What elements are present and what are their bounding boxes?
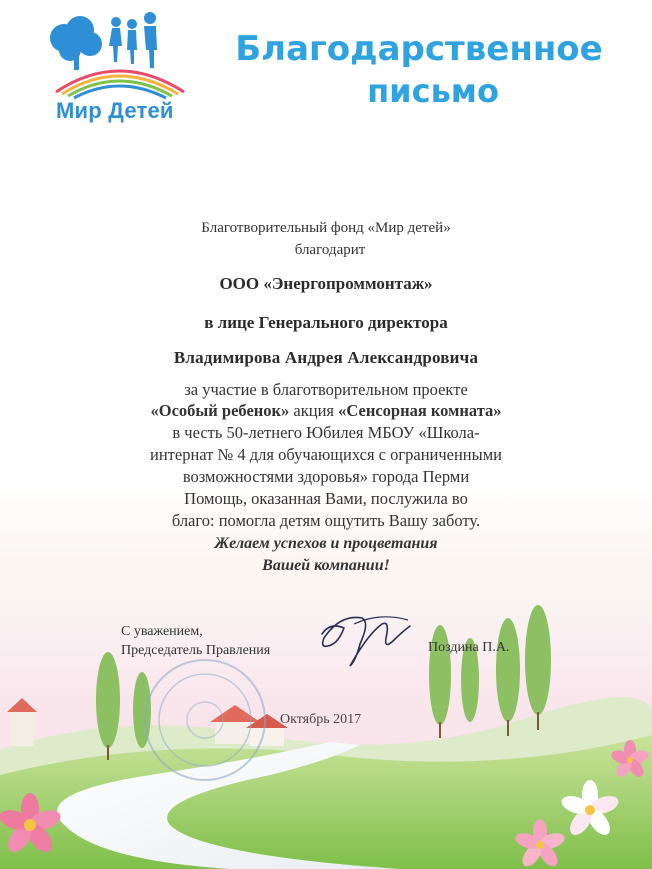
action-name: «Сенсорная комната»	[338, 401, 502, 420]
title-line-1: Благодарственное	[235, 29, 603, 69]
body-line-2: акция	[293, 401, 335, 420]
letter-title	[200, 28, 638, 111]
body-line-7: благо: помогла детям ощутить Вашу заботу.	[171, 511, 481, 530]
project-name: «Особый ребенок»	[150, 401, 290, 420]
seal-stamp-icon	[140, 655, 270, 785]
wish-line-2: Вашей компании!	[262, 557, 390, 574]
from-line-1: Благотворительный фонд «Мир детей»	[201, 220, 451, 236]
body-line-project	[0, 401, 652, 421]
representative-name: Владимирова Андрея Александровича	[173, 348, 479, 367]
logo-emblem-icon	[34, 10, 204, 100]
letter-date: Октябрь 2017	[280, 712, 362, 727]
body-line-4: интернат № 4 для обучающихся с ограниченными	[150, 445, 502, 464]
chairman-position: Председатель Правления	[121, 643, 271, 658]
body-line-3: в честь 50-летнего Юбилея МБОУ «Школа-	[172, 423, 480, 442]
body-line-5: возможностями здоровья» города Перми	[182, 467, 470, 486]
logo-text: Мир Детей	[56, 98, 174, 123]
signature-left	[121, 622, 270, 660]
signer-name: Поздина П.А.	[428, 640, 510, 655]
organization-name: ООО «Энергопроммонтаж»	[219, 274, 433, 293]
body-line-1: за участие в благотворительном проекте	[184, 380, 468, 399]
regards-text: С уважением,	[121, 624, 203, 639]
from-line-2: благодарит	[294, 242, 366, 258]
representative-role: в лице Генерального директора	[204, 313, 448, 332]
wish-line-1: Желаем успехов и процветания	[214, 535, 438, 552]
title-line-2: письмо	[367, 71, 499, 110]
fund-logo	[34, 10, 204, 122]
handwritten-signature-icon	[310, 604, 420, 674]
body-line-6: Помощь, оказанная Вами, послужила во	[184, 489, 468, 508]
